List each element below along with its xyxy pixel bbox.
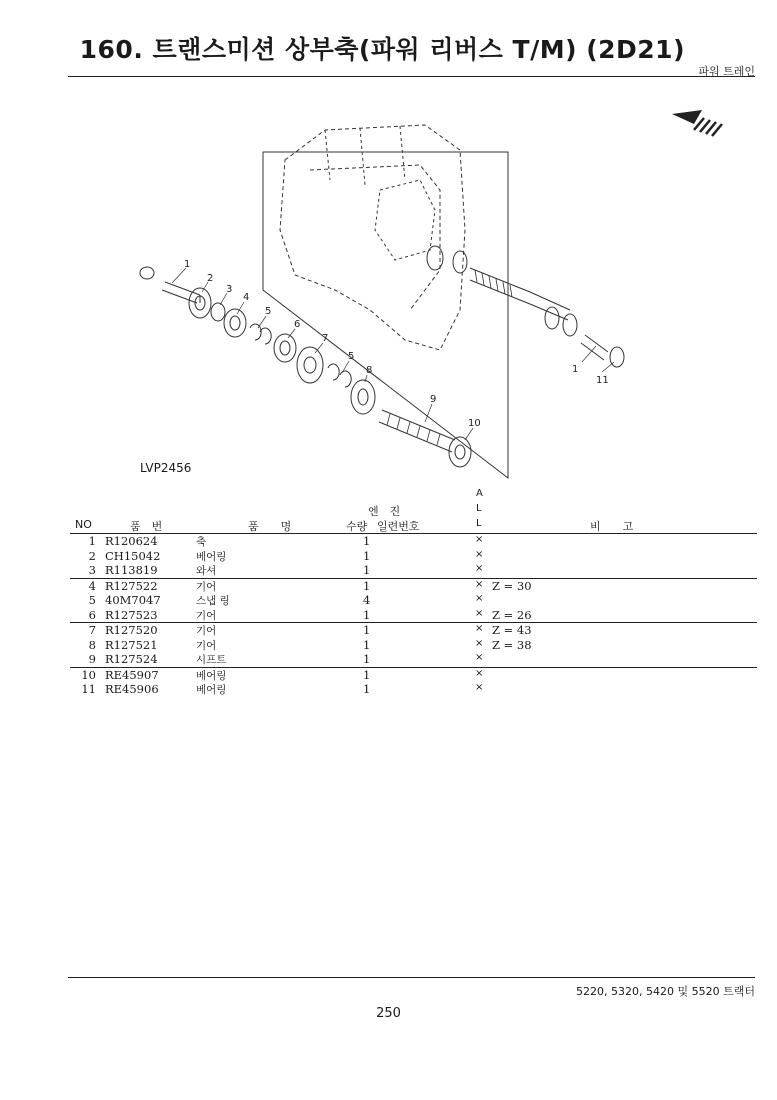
callout-10: 10 xyxy=(468,418,481,429)
table-group xyxy=(70,623,757,668)
exploded-parts-diagram xyxy=(120,110,640,480)
header-divider xyxy=(68,76,755,77)
page-number: 250 xyxy=(376,1006,401,1021)
table-row: 6 R127523 기어 1 × Z = 26 xyxy=(88,607,532,622)
callout-1b: 1 xyxy=(572,364,579,375)
callout-6: 6 xyxy=(294,319,301,330)
table-row: 1 R120624 축 1 × xyxy=(88,534,484,548)
table-row: 4 R127522 기어 1 × Z = 30 xyxy=(88,578,532,593)
callout-11: 11 xyxy=(596,375,609,386)
table-row: 8 R127521 기어 1 × Z = 38 xyxy=(88,637,532,652)
table-row: 10 RE45907 베어링 1 × xyxy=(81,667,484,682)
callout-8: 8 xyxy=(366,365,373,376)
table-group xyxy=(70,534,757,579)
table-row: 3 R113819 와셔 1 × xyxy=(88,563,484,577)
callout-7: 7 xyxy=(322,333,329,344)
table-row: 11 RE45906 베어링 1 × xyxy=(81,682,484,696)
col-remarks: 비 고 xyxy=(590,520,634,533)
model-label: 5220, 5320, 5420 및 5520 트랙터 xyxy=(576,985,755,998)
table-group xyxy=(70,579,757,624)
front-direction-arrow-icon xyxy=(672,110,724,138)
col-serial: 일련번호 xyxy=(377,520,420,533)
callout-5b: 5 xyxy=(348,351,355,362)
figure-id: LVP2456 xyxy=(140,461,192,475)
callout-4: 4 xyxy=(243,292,250,303)
col-no: NO xyxy=(75,518,92,531)
transmission-housing xyxy=(280,125,465,350)
col-engine: 엔 진 xyxy=(368,505,401,518)
table-header xyxy=(70,488,757,534)
col-all-l1: L xyxy=(476,503,482,514)
col-all-l2: L xyxy=(476,518,482,529)
page-title: 160. 트랜스미션 상부축(파워 리버스 T/M) (2D21) xyxy=(79,35,685,64)
callout-3: 3 xyxy=(226,284,233,295)
callout-1: 1 xyxy=(184,259,191,270)
callout-5: 5 xyxy=(265,306,272,317)
housing-outline xyxy=(263,152,508,478)
col-name: 품 명 xyxy=(248,520,292,533)
table-row: 2 CH15042 베어링 1 × xyxy=(88,548,484,563)
col-all-a: A xyxy=(476,488,483,499)
table-row: 5 40M7047 스냅 링 4 × xyxy=(88,593,484,607)
table-row: 9 R127524 시프트 1 × xyxy=(88,652,484,666)
parts-table xyxy=(70,488,757,697)
callout-9: 9 xyxy=(430,394,437,405)
col-qty: 수량 xyxy=(346,520,368,533)
callout-2: 2 xyxy=(207,273,214,284)
table-group xyxy=(70,668,757,697)
table-row: 7 R127520 기어 1 × Z = 43 xyxy=(88,623,532,637)
section-label: 파워 트레인 xyxy=(698,65,755,78)
footer-divider xyxy=(68,977,755,978)
col-part-no: 품 번 xyxy=(130,520,163,533)
